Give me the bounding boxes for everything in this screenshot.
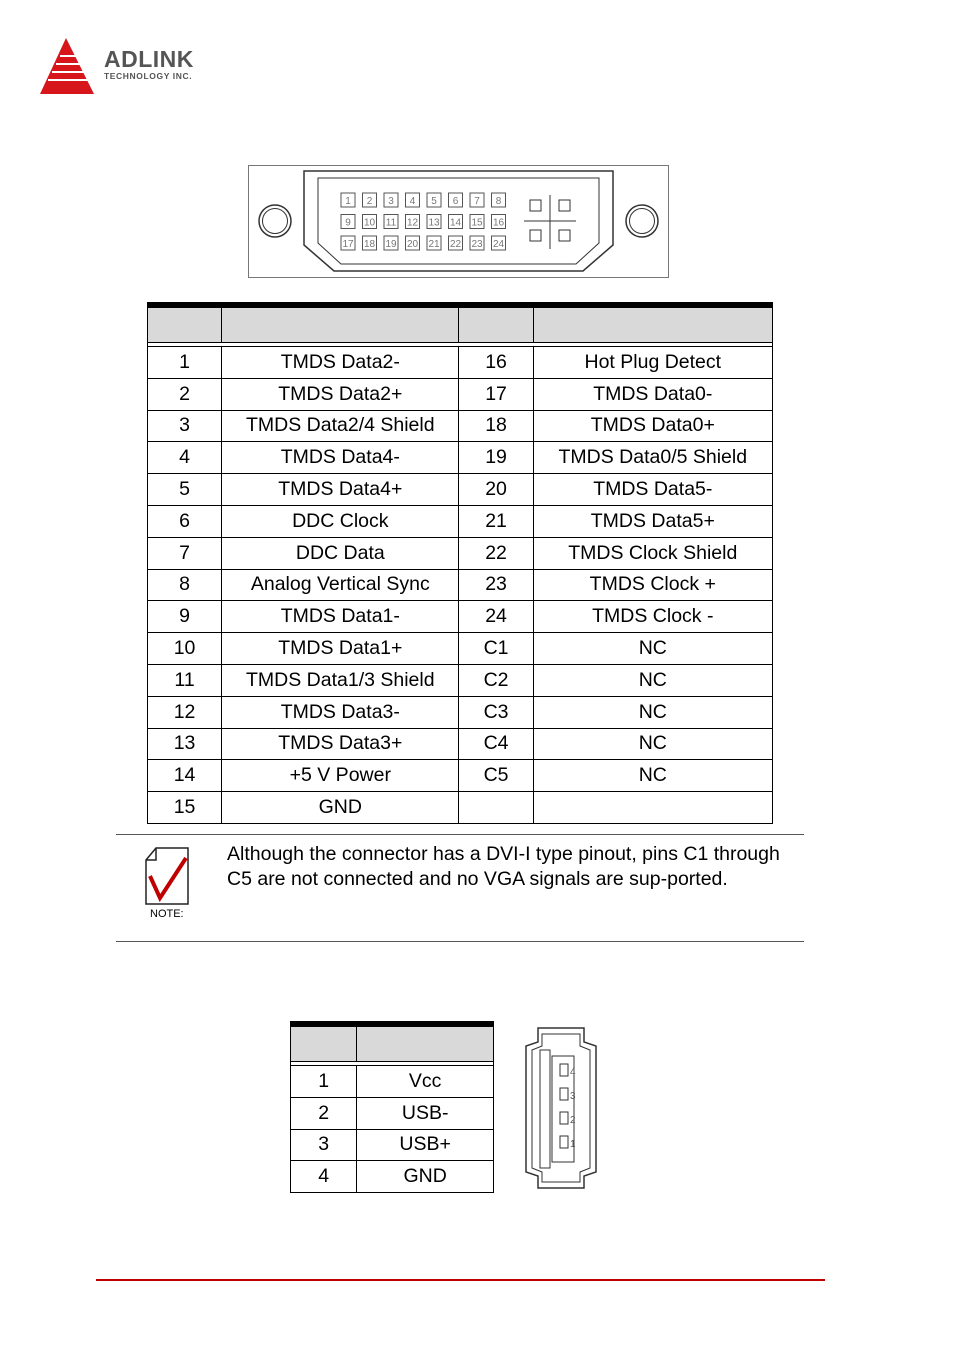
table-cell: USB- (357, 1097, 494, 1129)
dvi-pin-label: 20 (406, 239, 419, 250)
brand-name: ADLINK (104, 46, 194, 72)
table-cell: TMDS Data1- (222, 601, 459, 633)
table-cell: TMDS Data0/5 Shield (533, 442, 772, 474)
table-cell: Vcc (357, 1066, 494, 1098)
usb-pin-label: 3 (570, 1091, 576, 1102)
table-cell: 15 (148, 792, 222, 824)
header-pin-right (459, 308, 533, 343)
table-cell: GND (222, 792, 459, 824)
table-row (148, 728, 773, 760)
table-cell: TMDS Clock + (533, 569, 772, 601)
table-cell: 1 (148, 347, 222, 379)
table-cell: 22 (459, 537, 533, 569)
footer-rule (96, 1279, 825, 1281)
table-cell: 9 (148, 601, 222, 633)
brand-subtitle: TECHNOLOGY INC. (104, 71, 193, 81)
table-cell: 5 (148, 474, 222, 506)
dvi-pin-label: 12 (406, 217, 419, 229)
note-text: Although the connector has a DVI-I type pinout, pins C1 through C5 are not connected and no VGA signals are sup-ported. (227, 843, 780, 890)
note-bottom-rule (116, 941, 804, 942)
usb-connector-diagram (518, 1026, 604, 1190)
usb-pin-label: 1 (570, 1139, 576, 1150)
table-cell: NC (533, 728, 772, 760)
table-cell: TMDS Data3+ (222, 728, 459, 760)
dvi-pin-label: 23 (471, 239, 483, 250)
table-row (148, 378, 773, 410)
table-cell: 23 (459, 569, 533, 601)
dvi-pin-label: 15 (471, 217, 483, 229)
dvi-pin-label: 10 (363, 217, 376, 229)
table-cell: TMDS Data5+ (533, 505, 772, 537)
dvi-pin-label: 21 (428, 239, 440, 250)
table-row (291, 1161, 494, 1193)
usb-pin-label: 2 (570, 1115, 576, 1126)
table-cell: USB+ (357, 1129, 494, 1161)
dvi-pin-label: 16 (492, 217, 505, 229)
dvi-pin-label: 5 (431, 196, 437, 207)
table-cell: 2 (148, 378, 222, 410)
usb-pin (560, 1088, 568, 1100)
table-cell: TMDS Data0+ (533, 410, 772, 442)
dvi-pin-label: 2 (366, 196, 373, 207)
table-cell: NC (533, 696, 772, 728)
table-cell: 6 (148, 505, 222, 537)
dvi-pin-label: 9 (345, 217, 351, 229)
table-row (291, 1129, 494, 1161)
table-cell (533, 792, 772, 824)
dvi-pin-label: 19 (385, 239, 397, 250)
header-signal-right (533, 308, 772, 343)
table-cell: TMDS Data0- (533, 378, 772, 410)
table-row (148, 410, 773, 442)
note-label: NOTE: (150, 908, 184, 920)
table-cell: Analog Vertical Sync (222, 569, 459, 601)
table-cell: 3 (148, 410, 222, 442)
usb-pin (560, 1136, 568, 1148)
table-cell: TMDS Data3- (222, 696, 459, 728)
table-cell: C4 (459, 728, 533, 760)
table-cell: 19 (459, 442, 533, 474)
table-cell: 12 (148, 696, 222, 728)
table-cell: TMDS Data5- (533, 474, 772, 506)
table-cell: TMDS Data4+ (222, 474, 459, 506)
table-cell: GND (357, 1161, 494, 1193)
table-cell: 2 (291, 1097, 357, 1129)
table-cell: C1 (459, 633, 533, 665)
table-row (148, 792, 773, 824)
table-cell: 17 (459, 378, 533, 410)
usb-pinout-table (290, 1026, 494, 1193)
table-row (148, 474, 773, 506)
table-cell: NC (533, 664, 772, 696)
dvi-pin-label: 14 (449, 217, 462, 229)
note-top-rule (116, 834, 804, 835)
dvi-pin-label: 1 (345, 196, 351, 207)
table-cell: TMDS Clock - (533, 601, 772, 633)
table-header-row (291, 1027, 494, 1062)
header-signal (357, 1027, 494, 1062)
table-row (291, 1066, 494, 1098)
table-cell: NC (533, 633, 772, 665)
table-cell: 11 (148, 664, 222, 696)
table-row (148, 442, 773, 474)
table-row (148, 633, 773, 665)
table-row (148, 347, 773, 379)
table-cell: 1 (291, 1066, 357, 1098)
dvi-pin-label: 24 (492, 239, 505, 250)
table-cell: 18 (459, 410, 533, 442)
table-cell: 16 (459, 347, 533, 379)
table-cell: C5 (459, 760, 533, 792)
table-row (148, 569, 773, 601)
dvi-pin-label: 13 (428, 217, 440, 229)
table-cell: 7 (148, 537, 222, 569)
table-row (148, 537, 773, 569)
table-cell: TMDS Data1/3 Shield (222, 664, 459, 696)
header-signal-left (222, 308, 459, 343)
table-cell: NC (533, 760, 772, 792)
dvi-pin-label: 6 (452, 196, 459, 207)
dvi-connector-diagram (248, 165, 669, 278)
table-row (148, 696, 773, 728)
dvi-pin-label: 11 (385, 217, 397, 229)
table-cell: 21 (459, 505, 533, 537)
table-cell: 10 (148, 633, 222, 665)
table-row (148, 601, 773, 633)
usb-pin (560, 1112, 568, 1124)
table-cell: 4 (291, 1161, 357, 1193)
table-cell: TMDS Data4- (222, 442, 459, 474)
table-cell: TMDS Data2/4 Shield (222, 410, 459, 442)
table-cell: DDC Clock (222, 505, 459, 537)
dvi-pin-label: 22 (449, 239, 462, 250)
table-cell: 8 (148, 569, 222, 601)
dvi-pin-label: 3 (388, 196, 394, 207)
dvi-pin-label: 8 (495, 196, 502, 207)
table-cell: TMDS Data1+ (222, 633, 459, 665)
table-row (148, 664, 773, 696)
table-cell (459, 792, 533, 824)
table-cell: TMDS Data2- (222, 347, 459, 379)
table-row (148, 760, 773, 792)
table-cell: +5 V Power (222, 760, 459, 792)
adlink-logo (38, 36, 238, 98)
table-cell: 20 (459, 474, 533, 506)
dvi-pin-label: 17 (342, 239, 354, 250)
table-cell: TMDS Data2+ (222, 378, 459, 410)
dvi-pin-label: 7 (474, 196, 480, 207)
table-cell: TMDS Clock Shield (533, 537, 772, 569)
dvi-pinout-table (147, 307, 773, 824)
dvi-pin-label: 18 (363, 239, 376, 250)
header-pin (291, 1027, 357, 1062)
usb-pin (560, 1064, 568, 1076)
table-row (148, 505, 773, 537)
table-cell: 24 (459, 601, 533, 633)
adlink-pyramid-logo (38, 36, 100, 98)
usb-pin-label: 4 (570, 1067, 576, 1078)
table-row (291, 1097, 494, 1129)
table-cell: Hot Plug Detect (533, 347, 772, 379)
table-cell: C2 (459, 664, 533, 696)
table-cell: C3 (459, 696, 533, 728)
table-cell: 3 (291, 1129, 357, 1161)
table-cell: DDC Data (222, 537, 459, 569)
header-pin-left (148, 308, 222, 343)
dvi-pin-label: 4 (409, 196, 416, 207)
table-cell: 4 (148, 442, 222, 474)
table-cell: 14 (148, 760, 222, 792)
table-cell: 13 (148, 728, 222, 760)
table-header-row (148, 308, 773, 343)
